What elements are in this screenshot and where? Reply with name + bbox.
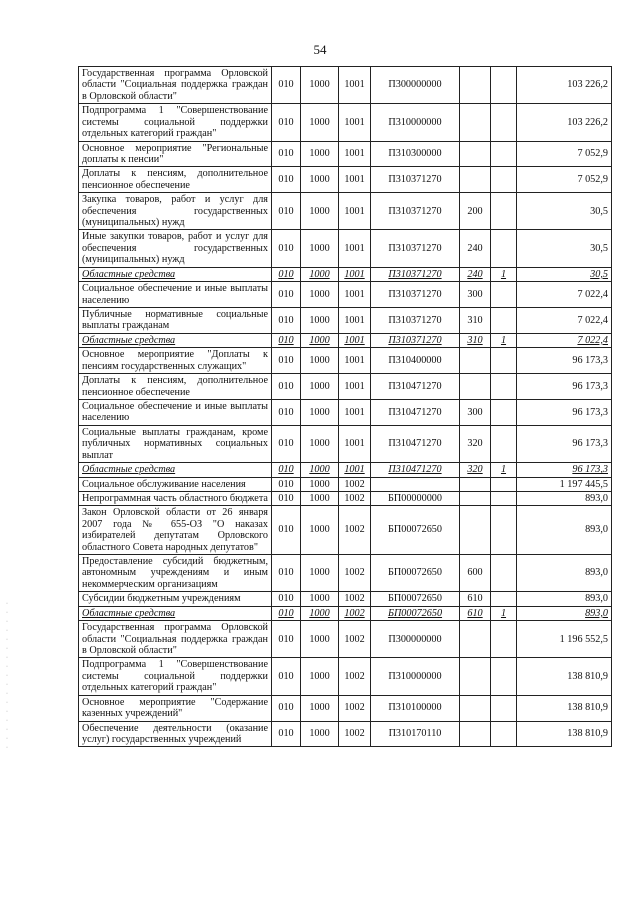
admin-code: 010 [272,267,301,281]
target-article-code: БП00000000 [371,491,460,505]
expense-type-code: 310 [460,333,491,347]
row-name: Социальные выплаты гражданам, кроме публичных нормативных социальных выплат [79,425,272,462]
section-code: 1000 [301,606,339,620]
subsection-code: 1002 [339,621,371,658]
admin-code: 010 [272,104,301,141]
target-article-code: П310471270 [371,425,460,462]
target-article-code: П310400000 [371,348,460,374]
subsection-code: 1002 [339,491,371,505]
funding-source-code: 1 [491,333,517,347]
amount: 30,5 [517,230,612,267]
subsection-code: 1001 [339,333,371,347]
table-row [79,721,612,747]
row-name: Доплаты к пенсиям, дополнительное пенсионное обеспечение [79,374,272,400]
funding-source-code: 1 [491,463,517,477]
section-code: 1000 [301,267,339,281]
expense-type-code [460,104,491,141]
admin-code: 010 [272,721,301,747]
row-name: Областные средства [79,606,272,620]
row-name: Доплаты к пенсиям, дополнительное пенсионное обеспечение [79,167,272,193]
admin-code: 010 [272,348,301,374]
admin-code: 010 [272,67,301,104]
admin-code: 010 [272,141,301,167]
funding-source-code [491,67,517,104]
section-code: 1000 [301,555,339,592]
subsection-code: 1001 [339,374,371,400]
target-article-code: БП00072650 [371,592,460,606]
expense-type-code: 600 [460,555,491,592]
funding-source-code [491,695,517,721]
section-code: 1000 [301,425,339,462]
table-row [79,425,612,462]
target-article-code: П310170110 [371,721,460,747]
row-name: Субсидии бюджетным учреждениям [79,592,272,606]
subsection-code: 1002 [339,695,371,721]
amount: 1 196 552,5 [517,621,612,658]
target-article-code: П310371270 [371,167,460,193]
target-article-code: П310371270 [371,230,460,267]
table-row [79,348,612,374]
section-code: 1000 [301,491,339,505]
row-name: Основное мероприятие "Региональные доплаты к пенсии" [79,141,272,167]
admin-code: 010 [272,606,301,620]
expense-type-code: 300 [460,282,491,308]
amount: 893,0 [517,606,612,620]
funding-source-code [491,167,517,193]
funding-source-code [491,425,517,462]
subsection-code: 1001 [339,463,371,477]
subsection-code: 1001 [339,399,371,425]
section-code: 1000 [301,104,339,141]
table-row [79,621,612,658]
page-number: 54 [313,42,327,57]
admin-code: 010 [272,167,301,193]
amount: 138 810,9 [517,695,612,721]
target-article-code: БП00072650 [371,606,460,620]
section-code: 1000 [301,506,339,555]
target-article-code: П310100000 [371,695,460,721]
expense-type-code: 300 [460,399,491,425]
table-row [79,477,612,491]
section-code: 1000 [301,230,339,267]
table-row [79,606,612,620]
amount: 7 052,9 [517,167,612,193]
funding-source-code [491,104,517,141]
section-code: 1000 [301,621,339,658]
expense-type-code [460,506,491,555]
table-row [79,658,612,695]
expense-type-code: 320 [460,425,491,462]
margin-marks: · · · · · · · · · · · · · · · · · [6,601,8,751]
table-row [79,230,612,267]
admin-code: 010 [272,399,301,425]
expense-type-code [460,658,491,695]
funding-source-code [491,399,517,425]
subsection-code: 1001 [339,308,371,334]
target-article-code: П300000000 [371,621,460,658]
funding-source-code [491,308,517,334]
section-code: 1000 [301,463,339,477]
admin-code: 010 [272,230,301,267]
amount: 30,5 [517,193,612,230]
section-code: 1000 [301,308,339,334]
table-row [79,463,612,477]
admin-code: 010 [272,193,301,230]
table-row [79,506,612,555]
subsection-code: 1002 [339,506,371,555]
expense-type-code [460,141,491,167]
amount: 7 022,4 [517,333,612,347]
table-row [79,167,612,193]
admin-code: 010 [272,555,301,592]
section-code: 1000 [301,658,339,695]
table-row [79,399,612,425]
funding-source-code [491,592,517,606]
expense-type-code [460,167,491,193]
amount: 96 173,3 [517,399,612,425]
row-name: Иные закупки товаров, работ и услуг для обеспечения государственных (муниципальных) нужд [79,230,272,267]
target-article-code: БП00072650 [371,506,460,555]
admin-code: 010 [272,621,301,658]
admin-code: 010 [272,282,301,308]
expense-type-code: 610 [460,592,491,606]
funding-source-code [491,491,517,505]
subsection-code: 1001 [339,193,371,230]
target-article-code: П310371270 [371,333,460,347]
amount: 893,0 [517,491,612,505]
table-row [79,282,612,308]
amount: 138 810,9 [517,658,612,695]
expense-type-code [460,695,491,721]
expense-type-code [460,491,491,505]
section-code: 1000 [301,695,339,721]
expense-type-code: 240 [460,230,491,267]
row-name: Публичные нормативные социальные выплаты гражданам [79,308,272,334]
expense-type-code [460,67,491,104]
expense-type-code: 610 [460,606,491,620]
subsection-code: 1001 [339,425,371,462]
row-name: Основное мероприятие "Доплаты к пенсиям государственных служащих" [79,348,272,374]
section-code: 1000 [301,141,339,167]
subsection-code: 1001 [339,348,371,374]
funding-source-code [491,555,517,592]
row-name: Государственная программа Орловской области "Социальная поддержка граждан в Орловской области" [79,67,272,104]
row-name: Основное мероприятие "Содержание казенных учреждений" [79,695,272,721]
amount: 96 173,3 [517,348,612,374]
section-code: 1000 [301,477,339,491]
expense-type-code: 310 [460,308,491,334]
target-article-code [371,477,460,491]
target-article-code: БП00072650 [371,555,460,592]
amount: 7 022,4 [517,308,612,334]
target-article-code: П310371270 [371,282,460,308]
section-code: 1000 [301,399,339,425]
funding-source-code: 1 [491,606,517,620]
target-article-code: П310371270 [371,193,460,230]
funding-source-code [491,230,517,267]
admin-code: 010 [272,333,301,347]
table-row [79,104,612,141]
admin-code: 010 [272,491,301,505]
row-name: Закупка товаров, работ и услуг для обеспечения государственных (муниципальных) нужд [79,193,272,230]
subsection-code: 1002 [339,721,371,747]
target-article-code: П300000000 [371,67,460,104]
admin-code: 010 [272,477,301,491]
row-name: Предоставление субсидий бюджетным, автономным учреждениям и иным некоммерческим организациям [79,555,272,592]
section-code: 1000 [301,67,339,104]
budget-table [78,66,612,747]
section-code: 1000 [301,348,339,374]
amount: 893,0 [517,592,612,606]
subsection-code: 1001 [339,167,371,193]
funding-source-code [491,477,517,491]
admin-code: 010 [272,463,301,477]
subsection-code: 1001 [339,104,371,141]
amount: 138 810,9 [517,721,612,747]
section-code: 1000 [301,374,339,400]
expense-type-code: 200 [460,193,491,230]
subsection-code: 1001 [339,230,371,267]
target-article-code: П310471270 [371,463,460,477]
row-name: Областные средства [79,463,272,477]
table-row [79,592,612,606]
admin-code: 010 [272,658,301,695]
subsection-code: 1002 [339,606,371,620]
section-code: 1000 [301,333,339,347]
row-name: Областные средства [79,267,272,281]
funding-source-code [491,141,517,167]
expense-type-code [460,621,491,658]
table-row [79,555,612,592]
amount: 893,0 [517,506,612,555]
section-code: 1000 [301,592,339,606]
row-name: Социальное обеспечение и иные выплаты населению [79,399,272,425]
funding-source-code [491,621,517,658]
section-code: 1000 [301,193,339,230]
target-article-code: П310300000 [371,141,460,167]
table-row [79,333,612,347]
expense-type-code [460,374,491,400]
subsection-code: 1001 [339,282,371,308]
subsection-code: 1001 [339,67,371,104]
table-row [79,491,612,505]
subsection-code: 1002 [339,658,371,695]
amount: 1 197 445,5 [517,477,612,491]
row-name: Областные средства [79,333,272,347]
target-article-code: П310000000 [371,658,460,695]
target-article-code: П310000000 [371,104,460,141]
row-name: Социальное обслуживание населения [79,477,272,491]
funding-source-code [491,374,517,400]
amount: 893,0 [517,555,612,592]
subsection-code: 1001 [339,267,371,281]
row-name: Непрограммная часть областного бюджета [79,491,272,505]
expense-type-code [460,348,491,374]
table-row [79,193,612,230]
admin-code: 010 [272,308,301,334]
target-article-code: П310371270 [371,267,460,281]
subsection-code: 1002 [339,555,371,592]
amount: 30,5 [517,267,612,281]
section-code: 1000 [301,721,339,747]
admin-code: 010 [272,506,301,555]
table-row [79,308,612,334]
target-article-code: П310471270 [371,374,460,400]
row-name: Государственная программа Орловской области "Социальная поддержка граждан в Орловской области" [79,621,272,658]
amount: 7 022,4 [517,282,612,308]
amount: 96 173,3 [517,374,612,400]
expense-type-code [460,721,491,747]
table-row [79,374,612,400]
amount: 103 226,2 [517,104,612,141]
expense-type-code: 320 [460,463,491,477]
row-name: Подпрограмма 1 "Совершенствование системы социальной поддержки отдельных категорий граждан" [79,658,272,695]
table-row [79,695,612,721]
admin-code: 010 [272,374,301,400]
funding-source-code [491,348,517,374]
admin-code: 010 [272,592,301,606]
funding-source-code [491,721,517,747]
row-name: Подпрограмма 1 "Совершенствование системы социальной поддержки отдельных категорий граждан" [79,104,272,141]
funding-source-code [491,282,517,308]
subsection-code: 1002 [339,477,371,491]
target-article-code: П310371270 [371,308,460,334]
section-code: 1000 [301,282,339,308]
admin-code: 010 [272,425,301,462]
subsection-code: 1002 [339,592,371,606]
section-code: 1000 [301,167,339,193]
row-name: Закон Орловской области от 26 января 2007 года № 655-ОЗ "О наказах избирателей депутатам Орловского областного Совета народных депутатов" [79,506,272,555]
funding-source-code [491,193,517,230]
table-row [79,267,612,281]
target-article-code: П310471270 [371,399,460,425]
row-name: Социальное обеспечение и иные выплаты населению [79,282,272,308]
amount: 96 173,3 [517,425,612,462]
table-row [79,141,612,167]
funding-source-code [491,506,517,555]
funding-source-code: 1 [491,267,517,281]
expense-type-code [460,477,491,491]
row-name: Обеспечение деятельности (оказание услуг) государственных учреждений [79,721,272,747]
amount: 7 052,9 [517,141,612,167]
admin-code: 010 [272,695,301,721]
table-row [79,67,612,104]
amount: 103 226,2 [517,67,612,104]
subsection-code: 1001 [339,141,371,167]
expense-type-code: 240 [460,267,491,281]
amount: 96 173,3 [517,463,612,477]
funding-source-code [491,658,517,695]
